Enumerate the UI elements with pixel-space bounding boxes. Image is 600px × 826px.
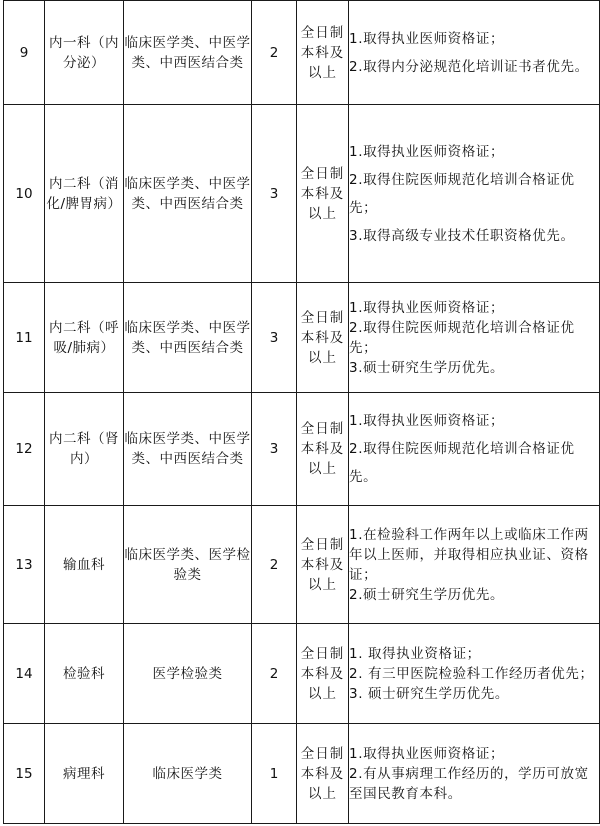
requirement-line: 3. 硕士研究生学历优先。 (349, 685, 509, 702)
requirement-line: 2.硕士研究生学历优先。 (349, 586, 505, 603)
row-number: 14 (4, 624, 45, 724)
major-cell: 临床医学类、中医学类、中西医结合类 (124, 393, 252, 506)
department-cell: 输血科 (45, 506, 124, 624)
requirements-cell (349, 393, 600, 506)
major-cell: 临床医学类、中医学类、中西医结合类 (124, 1, 252, 105)
requirements-cell (349, 105, 600, 283)
headcount-cell: 2 (252, 506, 297, 624)
table-row (4, 724, 600, 824)
table-row (4, 283, 600, 393)
major-cell: 临床医学类、医学检验类 (124, 506, 252, 624)
headcount-cell: 2 (252, 1, 297, 105)
row-number: 13 (4, 506, 45, 624)
row-number: 9 (4, 1, 45, 105)
headcount-cell: 2 (252, 624, 297, 724)
requirement-line: 1.取得执业医师资格证； (349, 299, 505, 316)
requirements-cell (349, 283, 600, 393)
department-cell: 内二科（消化/脾胃病） (45, 105, 124, 283)
row-number: 11 (4, 283, 45, 393)
requirements-cell (349, 506, 600, 624)
requirement-line: 1. 取得执业资格证； (349, 645, 481, 662)
education-cell: 全日制本科及以上 (297, 105, 349, 283)
department-cell: 病理科 (45, 724, 124, 824)
requirement-line: 1.取得执业医师资格证； (349, 30, 505, 47)
requirement-line: 2.取得住院医师规范化培训合格证优先； (349, 171, 575, 216)
department-cell: 内二科（肾内） (45, 393, 124, 506)
requirement-line: 1.取得执业医师资格证； (349, 413, 505, 429)
row-number: 12 (4, 393, 45, 506)
department-cell: 检验科 (45, 624, 124, 724)
major-cell: 临床医学类 (124, 724, 252, 824)
education-cell: 全日制本科及以上 (297, 393, 349, 506)
row-number: 10 (4, 105, 45, 283)
education-cell: 全日制本科及以上 (297, 724, 349, 824)
table-row (4, 393, 600, 506)
major-cell: 临床医学类、中医学类、中西医结合类 (124, 105, 252, 283)
table-row (4, 624, 600, 724)
requirements-cell (349, 624, 600, 724)
requirement-line: 2.有从事病理工作经历的，学历可放宽至国民教育本科。 (349, 765, 589, 802)
table-row (4, 1, 600, 105)
education-cell: 全日制本科及以上 (297, 506, 349, 624)
recruitment-table (3, 0, 600, 824)
requirement-line: 2. 有三甲医院检验科工作经历者优先； (349, 665, 594, 682)
education-cell: 全日制本科及以上 (297, 624, 349, 724)
major-cell: 医学检验类 (124, 624, 252, 724)
headcount-cell: 3 (252, 393, 297, 506)
row-number: 15 (4, 724, 45, 824)
requirement-line: 1.取得执业医师资格证； (349, 745, 505, 762)
requirement-line: 3.硕士研究生学历优先。 (349, 359, 505, 376)
education-cell: 全日制本科及以上 (297, 283, 349, 393)
education-cell: 全日制本科及以上 (297, 1, 349, 105)
department-cell: 内二科（呼吸/肺病） (45, 283, 124, 393)
requirements-cell (349, 1, 600, 105)
requirements-cell (349, 724, 600, 824)
requirement-line: 1.在检验科工作两年以上或临床工作两年以上医师，并取得相应执业证、资格证； (349, 526, 589, 583)
requirement-line: 1.取得执业医师资格证； (349, 143, 505, 160)
requirement-line: 3.取得高级专业技术任职资格优先。 (349, 227, 575, 244)
headcount-cell: 1 (252, 724, 297, 824)
headcount-cell: 3 (252, 283, 297, 393)
table-row (4, 105, 600, 283)
requirement-line: 2.取得住院医师规范化培训合格证优先。 (349, 441, 575, 485)
requirement-line: 2.取得内分泌规范化培训证书者优先。 (349, 58, 589, 75)
requirement-line: 2.取得住院医师规范化培训合格证优先； (349, 319, 575, 356)
headcount-cell: 3 (252, 105, 297, 283)
major-cell: 临床医学类、中医学类、中西医结合类 (124, 283, 252, 393)
table-row (4, 506, 600, 624)
department-cell: 内一科（内分泌） (45, 1, 124, 105)
